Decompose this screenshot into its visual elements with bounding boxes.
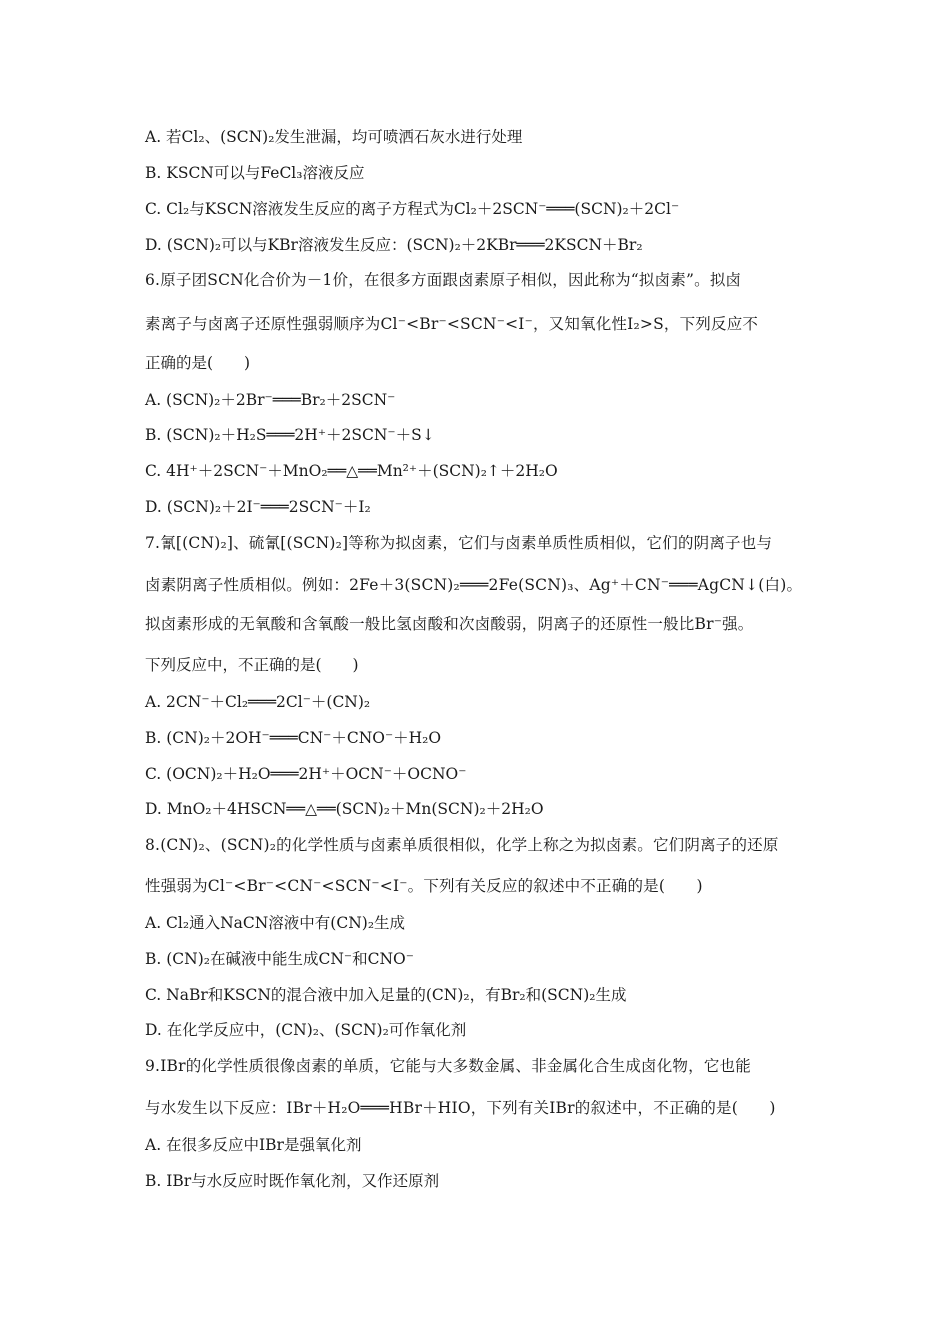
option-5d: D. (SCN)₂可以与KBr溶液发生反应：(SCN)₂＋2KBr═══2KSCN＋Br₂: [145, 236, 643, 254]
option-7c: C. (OCN)₂＋H₂O═══2H⁺＋OCN⁻＋OCNO⁻: [145, 765, 467, 783]
option-6c: C. 4H⁺＋2SCN⁻＋MnO₂══△══Mn²⁺＋(SCN)₂↑＋2H₂O: [145, 462, 558, 480]
question-7-line-3: 拟卤素形成的无氧酸和含氧酸一般比氢卤酸和次卤酸弱，阴离子的还原性一般比Br⁻强。: [145, 615, 754, 633]
question-9-line-1: 9.IBr的化学性质很像卤素的单质，它能与大多数金属、非金属化合生成卤化物，它也能: [145, 1057, 751, 1075]
option-8b: B. (CN)₂在碱液中能生成CN⁻和CNO⁻: [145, 950, 414, 968]
question-7-line-4: 下列反应中，不正确的是( ): [145, 656, 359, 674]
option-6a: A. (SCN)₂＋2Br⁻═══Br₂＋2SCN⁻: [145, 391, 396, 409]
option-5b: B. KSCN可以与FeCl₃溶液反应: [145, 164, 365, 182]
question-8-line-2: 性强弱为Cl⁻<Br⁻<CN⁻<SCN⁻<I⁻。下列有关反应的叙述中不正确的是( ): [145, 877, 703, 895]
option-6d: D. (SCN)₂＋2I⁻═══2SCN⁻＋I₂: [145, 498, 371, 516]
option-8a: A. Cl₂通入NaCN溶液中有(CN)₂生成: [145, 914, 406, 932]
option-9a: A. 在很多反应中IBr是强氧化剂: [145, 1136, 362, 1154]
option-5a: A. 若Cl₂、(SCN)₂发生泄漏，均可喷洒石灰水进行处理: [145, 128, 523, 146]
question-6-line-1: 6.原子团SCN化合价为－1价，在很多方面跟卤素原子相似，因此称为“拟卤素”。拟卤: [145, 271, 742, 289]
question-9-line-2: 与水发生以下反应：IBr＋H₂O═══HBr＋HIO，下列有关IBr的叙述中，不正确的是( ): [145, 1099, 776, 1117]
option-8d: D. 在化学反应中，(CN)₂、(SCN)₂可作氧化剂: [145, 1021, 467, 1039]
option-5c: C. Cl₂与KSCN溶液发生反应的离子方程式为Cl₂＋2SCN⁻═══(SCN)₂＋2Cl⁻: [145, 200, 680, 218]
question-7-line-1: 7.氰[(CN)₂]、硫氰[(SCN)₂]等称为拟卤素，它们与卤素单质性质相似，它们的阴离子也与: [145, 534, 773, 552]
question-6-line-2: 素离子与卤离子还原性强弱顺序为Cl⁻<Br⁻<SCN⁻<I⁻，又知氧化性I₂>S，下列反应不: [145, 315, 759, 333]
question-7-line-2: 卤素阴离子性质相似。例如：2Fe＋3(SCN)₂═══2Fe(SCN)₃、Ag⁺＋CN⁻═══AgCN↓(白)。: [145, 576, 803, 594]
question-8-line-1: 8.(CN)₂、(SCN)₂的化学性质与卤素单质很相似，化学上称之为拟卤素。它们阴离子的还原: [145, 836, 779, 854]
question-6-line-3: 正确的是( ): [145, 354, 251, 372]
option-8c: C. NaBr和KSCN的混合液中加入足量的(CN)₂，有Br₂和(SCN)₂生成: [145, 986, 627, 1004]
option-6b: B. (SCN)₂＋H₂S═══2H⁺＋2SCN⁻＋S↓: [145, 426, 435, 444]
option-7b: B. (CN)₂＋2OH⁻═══CN⁻＋CNO⁻＋H₂O: [145, 729, 442, 747]
option-9b: B. IBr与水反应时既作氧化剂，又作还原剂: [145, 1172, 440, 1190]
option-7d: D. MnO₂＋4HSCN══△══(SCN)₂＋Mn(SCN)₂＋2H₂O: [145, 800, 544, 818]
option-7a: A. 2CN⁻＋Cl₂═══2Cl⁻＋(CN)₂: [145, 693, 371, 711]
